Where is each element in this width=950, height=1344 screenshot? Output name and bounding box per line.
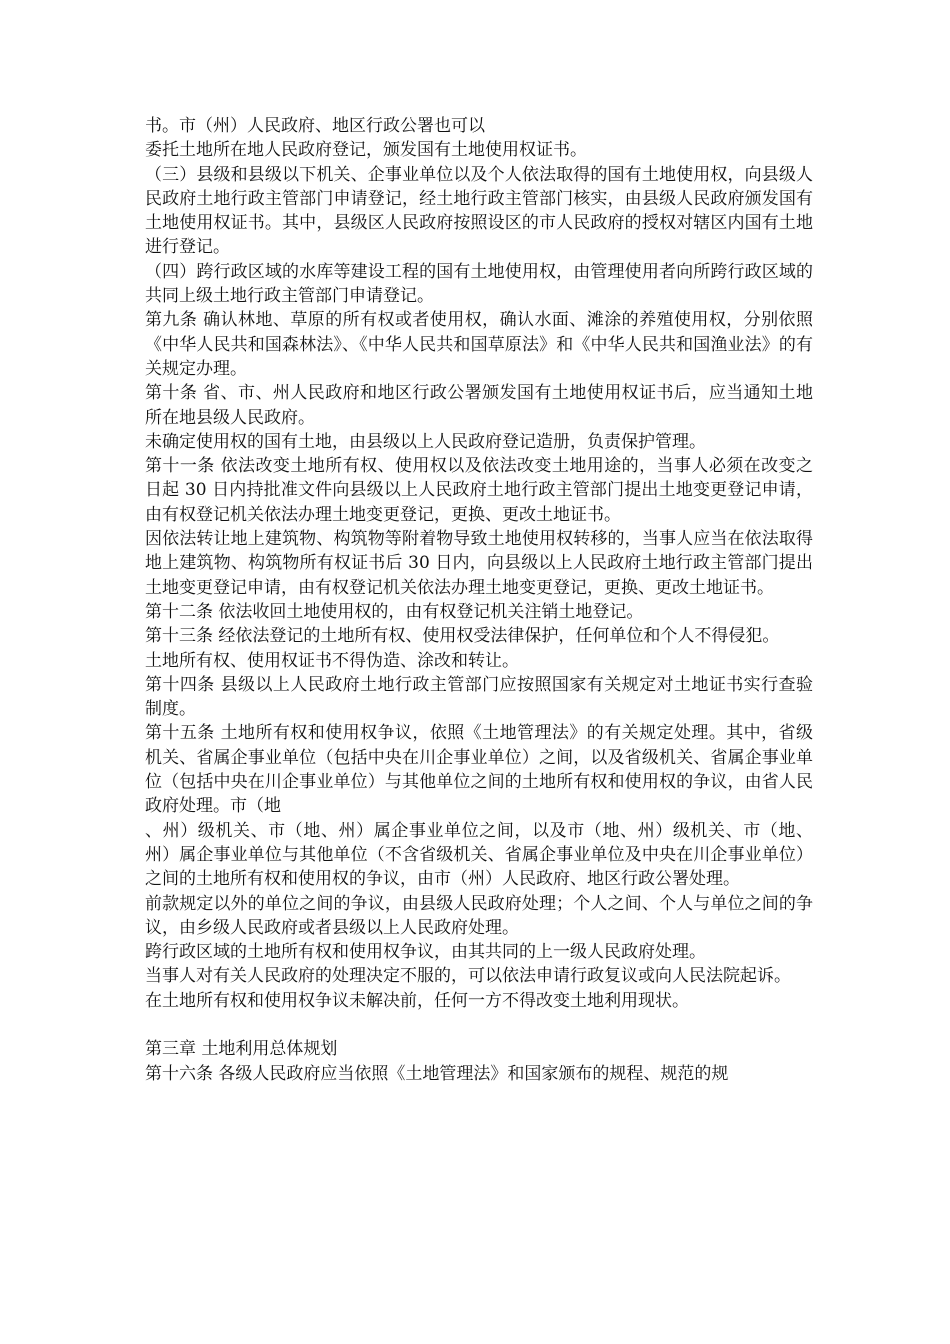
paragraph: 跨行政区域的土地所有权和使用权争议，由其共同的上一级人民政府处理。 [145,942,706,963]
paragraph: 因依法转让地上建筑物、构筑物等附着物导致土地使用权转移的，当事人应当在依法取得地上建筑物、构筑物所有权证书后 30 日内，向县级以上人民政府土地行政主管部门提出土地变更登记申请，由有权登记机关依法办理土地变更登记，更换、更改土地证书。 [145,529,813,598]
article-13: 第十三条 经依法登记的土地所有权、使用权受法律保护，任何单位和个人不得侵犯。 [145,626,780,647]
paragraph: 在土地所有权和使用权争议未解决前，任何一方不得改变土地利用现状。 [145,990,689,1011]
article-9: 第九条 确认林地、草原的所有权或者使用权，确认水面、滩涂的养殖使用权，分别依照《中华人民共和国森林法》、《中华人民共和国草原法》和《中华人民共和国渔业法》的有关规定办理。 [145,310,813,379]
article-11: 第十一条 依法改变土地所有权、使用权以及依法改变土地用途的，当事人必须在改变之日起 30 日内持批准文件向县级以上人民政府土地行政主管部门提出土地变更登记申请，由有权登记机关依法办理土地变更登记，更换、更改土地证书。 [145,456,813,525]
paragraph: （三）县级和县级以下机关、企事业单位以及个人依法取得的国有土地使用权，向县级人民政府土地行政主管部门申请登记，经土地行政主管部门核实，由县级人民政府颁发国有土地使用权证书。其中，县级区人民政府按照设区的市人民政府的授权对辖区内国有土地进行登记。 [145,164,813,258]
paragraph: 未确定使用权的国有土地，由县级以上人民政府登记造册，负责保护管理。 [145,431,706,452]
article-14: 第十四条 县级以上人民政府土地行政主管部门应按照国家有关规定对土地证书实行查验制度。 [145,674,813,720]
article-16: 第十六条 各级人民政府应当依照《土地管理法》和国家颁布的规程、规范的规 [145,1063,729,1084]
paragraph: 、州）级机关、市（地、州）属企事业单位之间，以及市（地、州）级机关、市（地、州）属企事业单位与其他单位（不含省级机关、省属企事业单位及中央在川企事业单位）之间的土地所有权和使用权的争议，由市（州）人民政府、地区行政公署处理。 [145,820,813,890]
paragraph: 当事人对有关人民政府的处理决定不服的，可以依法申请行政复议或向人民法院起诉。 [145,966,791,987]
article-15: 第十五条 土地所有权和使用权争议，依照《土地管理法》的有关规定处理。其中，省级机关、省属企事业单位（包括中央在川企事业单位）之间，以及省级机关、省属企事业单位（包括中央在川企事业单位）与其他单位之间的土地所有权和使用权的争议，由省人民政府处理。市（地 [145,723,813,817]
paragraph: 土地所有权、使用权证书不得伪造、涂改和转让。 [145,650,519,671]
paragraph: 书。市（州）人民政府、地区行政公署也可以 [145,116,485,136]
article-12: 第十二条 依法收回土地使用权的，由有权登记机关注销土地登记。 [145,601,644,622]
paragraph: （四）跨行政区域的水库等建设工程的国有土地使用权，由管理使用者向所跨行政区域的共同上级土地行政主管部门申请登记。 [145,261,813,307]
blank-line [145,1013,813,1037]
document-body [145,114,813,1086]
chapter-heading: 第三章 土地利用总体规划 [145,1039,338,1060]
paragraph: 前款规定以外的单位之间的争议，由县级人民政府处理；个人之间、个人与单位之间的争议，由乡级人民政府或者县级以上人民政府处理。 [145,893,813,938]
article-10: 第十条 省、市、州人民政府和地区行政公署颁发国有土地使用权证书后，应当通知土地所在地县级人民政府。 [145,383,813,428]
paragraph: 委托土地所在地人民政府登记，颁发国有土地使用权证书。 [145,140,587,161]
